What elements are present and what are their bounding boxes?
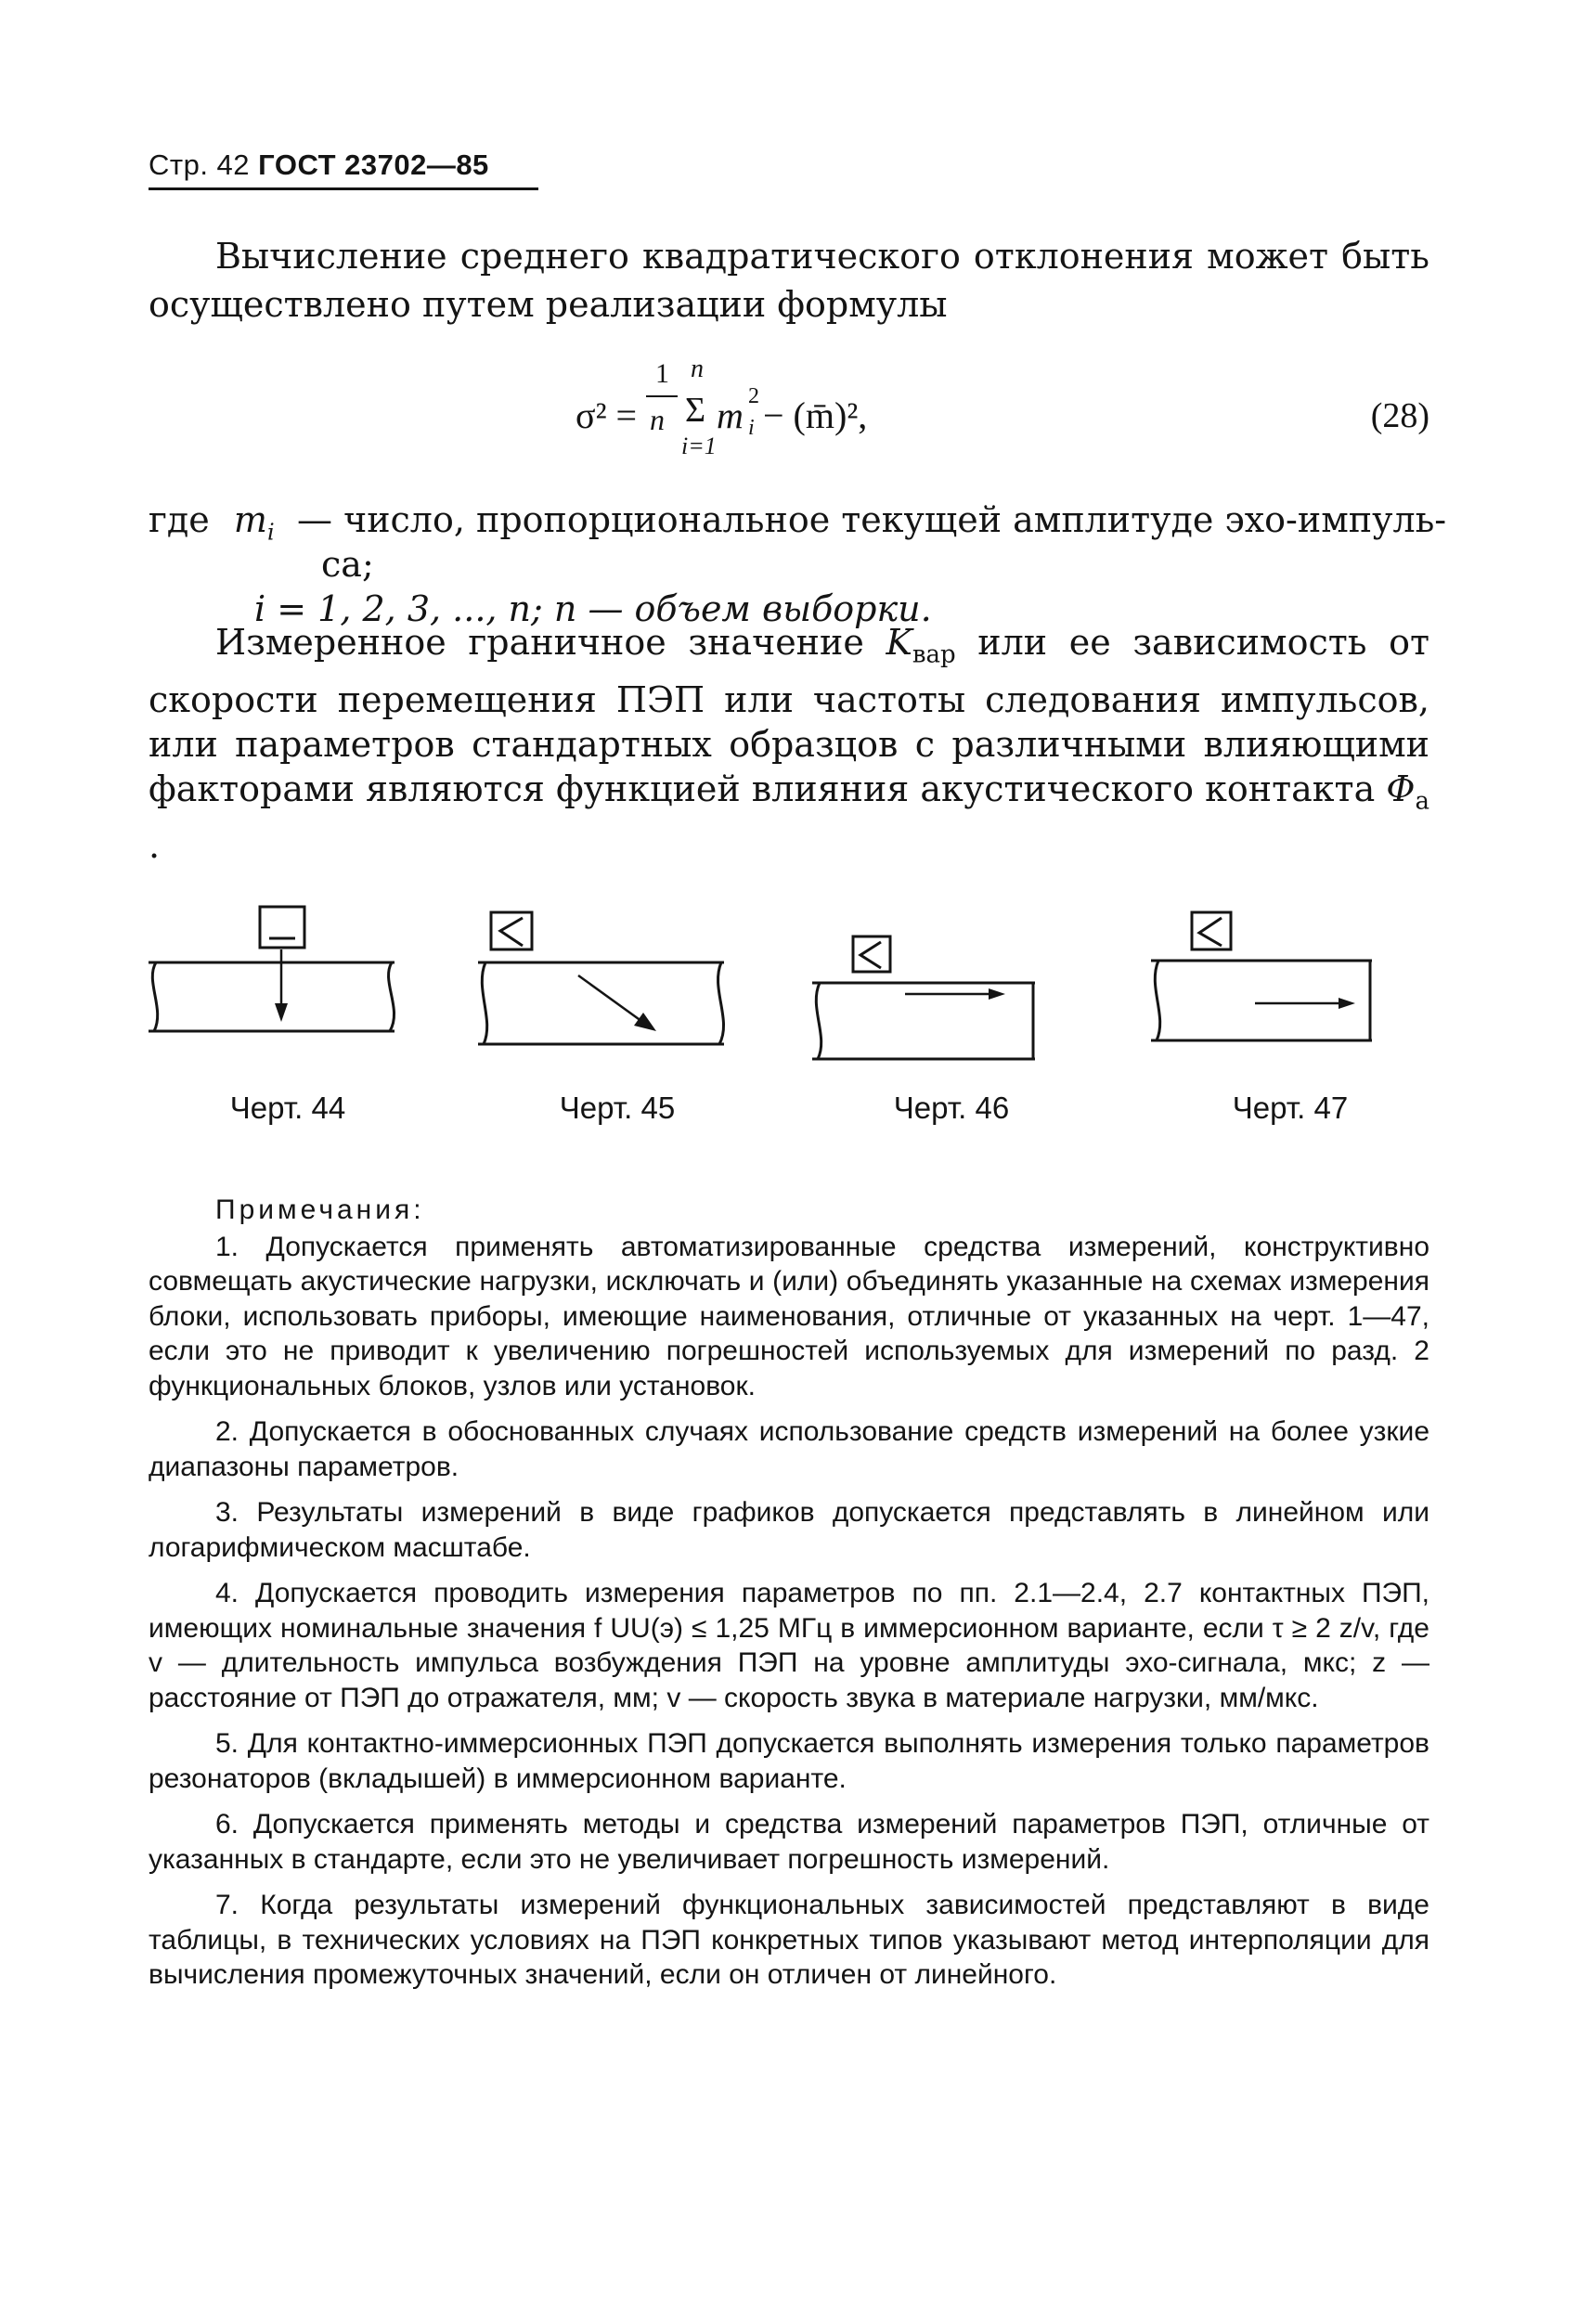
page-header bbox=[149, 148, 538, 190]
notes-section bbox=[149, 1193, 1429, 2004]
break-line-left bbox=[1155, 961, 1159, 1040]
symbol-phi: Φ bbox=[1386, 768, 1416, 809]
para2-text-1: Измеренное граничное значение bbox=[215, 622, 886, 663]
formula-frac-bar bbox=[646, 395, 678, 397]
transducer-symbol bbox=[860, 942, 881, 968]
standard-id: ГОСТ 23702—85 bbox=[258, 148, 489, 181]
beam-arrow-head bbox=[634, 1013, 656, 1031]
note-item: 4. Допускается проводить измерения параметров по пп. 2.1—2.4, 2.7 контактных ПЭП, имеющих номинальные значения f UU(э) ≤ 1,25 МГц в иммерсионном варианте, если τ ≥ 2 z/v, где v — длительность импульса возбуждения ПЭП на уровне амплитуды эхо-сигнала, мкс; z — расстояние от ПЭП до отражателя, мм; v — скорость звука в материале нагрузки, мм/мкс. bbox=[149, 1578, 1429, 1713]
transducer-block bbox=[260, 907, 304, 948]
symbol-k-sub: вар bbox=[912, 640, 956, 669]
formula-term-sup: 2 bbox=[748, 384, 759, 408]
break-line-left bbox=[482, 962, 486, 1044]
para2-text-2: или ее зависимость от скорости перемещения ПЭП или частоты следования импульсов, или параметров стандартных образцов с различными влияющими факторами являются функцией влияния акустического контакта bbox=[149, 622, 1429, 809]
figure-44 bbox=[149, 905, 427, 1137]
formula-sum-bottom: i=1 bbox=[681, 433, 717, 459]
beam-arrow-head bbox=[989, 988, 1005, 1000]
notes-title: Примечания: bbox=[215, 1194, 425, 1225]
definition-text: i = 1, 2, 3, ..., n; n — объем выборки. bbox=[254, 588, 932, 629]
beam-arrow-head bbox=[275, 1003, 288, 1022]
transducer-symbol bbox=[500, 918, 523, 946]
figure-caption: Черт. 47 bbox=[1232, 1091, 1349, 1125]
figure-45 bbox=[478, 905, 757, 1137]
symbol-m-sub: i bbox=[266, 519, 275, 546]
figure-46 bbox=[812, 905, 1091, 1137]
formula-frac-den: n bbox=[650, 403, 665, 436]
equation-number: (28) bbox=[1370, 396, 1429, 435]
break-line-right bbox=[718, 962, 724, 1044]
formula-28 bbox=[576, 355, 1429, 479]
para2-text-3: . bbox=[149, 825, 161, 867]
transducer-block bbox=[853, 936, 890, 972]
formula-term: m bbox=[717, 394, 744, 436]
definition-text: са; bbox=[321, 544, 374, 585]
figure-44-diagram bbox=[149, 905, 427, 1081]
formula-term-sub: i bbox=[748, 416, 755, 440]
figure-46-diagram bbox=[812, 905, 1091, 1081]
figure-caption: Черт. 44 bbox=[229, 1091, 346, 1125]
figure-47-diagram bbox=[1151, 905, 1429, 1081]
definition-text: — число, пропорциональное текущей амплитуде эхо-импуль- bbox=[297, 499, 1447, 540]
transducer-symbol bbox=[1199, 918, 1222, 946]
beam-arrow bbox=[578, 975, 645, 1024]
formula-sum-symbol: Σ bbox=[685, 391, 706, 430]
definition-row bbox=[149, 497, 1447, 546]
formula-sum-top: n bbox=[691, 355, 704, 383]
definitions-block bbox=[149, 497, 1447, 631]
formula-rest: − (m̄)², bbox=[763, 394, 868, 436]
formula-lhs: σ² = bbox=[576, 394, 638, 436]
transducer-block bbox=[491, 912, 532, 949]
note-item: 6. Допускается применять методы и средства измерений параметров ПЭП, отличные от указанных в стандарте, если это не увеличивает погрешность измерений. bbox=[149, 1809, 1429, 1875]
break-line-left bbox=[816, 983, 821, 1059]
symbol-k: K bbox=[886, 622, 912, 663]
intro-paragraph: Вычисление среднего квадратического отклонения может быть осуществлено путем реализации формулы bbox=[149, 236, 1429, 325]
where-word: где bbox=[149, 499, 210, 540]
symbol-phi-sub: а bbox=[1415, 787, 1429, 816]
definition-row bbox=[149, 542, 1429, 587]
figure-47 bbox=[1151, 905, 1429, 1137]
transducer-block bbox=[1192, 912, 1231, 949]
formula-frac-num: 1 bbox=[655, 358, 669, 389]
boundary-value-paragraph bbox=[149, 620, 1429, 868]
figure-caption: Черт. 46 bbox=[893, 1091, 1010, 1125]
symbol-m: m bbox=[233, 499, 267, 540]
figures-row bbox=[149, 905, 1429, 1137]
note-item: 3. Результаты измерений в виде графиков допускается представлять в линейном или логарифмическом масштабе. bbox=[149, 1497, 1429, 1563]
beam-arrow-head bbox=[1339, 998, 1355, 1009]
page-number: Стр. 42 bbox=[149, 148, 251, 181]
figure-caption: Черт. 45 bbox=[559, 1091, 676, 1125]
note-item: 7. Когда результаты измерений функциональных зависимостей представляют в виде таблицы, в технических условиях на ПЭП конкретных типов указывают метод интерполяции для вычисления промежуточных значений, если он отличен от линейного. bbox=[149, 1890, 1429, 1990]
break-line-right bbox=[389, 962, 394, 1031]
figure-45-diagram bbox=[478, 905, 757, 1081]
break-line-left bbox=[152, 962, 157, 1031]
note-item: 1. Допускается применять автоматизированные средства измерений, конструктивно совмещать акустические нагрузки, исключать и (или) объединять указанные на схемах измерения блоки, использовать приборы, имеющие наименования, отличные от указанных на черт. 1—47, если это не приводит к увеличению погрешностей используемых для измерений по разд. 2 функциональных блоков, узлов или установок. bbox=[149, 1231, 1429, 1401]
note-item: 2. Допускается в обоснованных случаях использование средств измерений на более узкие диапазоны параметров. bbox=[149, 1416, 1429, 1482]
note-item: 5. Для контактно-иммерсионных ПЭП допускается выполнять измерения только параметров резонаторов (вкладышей) в иммерсионном варианте. bbox=[149, 1728, 1429, 1794]
